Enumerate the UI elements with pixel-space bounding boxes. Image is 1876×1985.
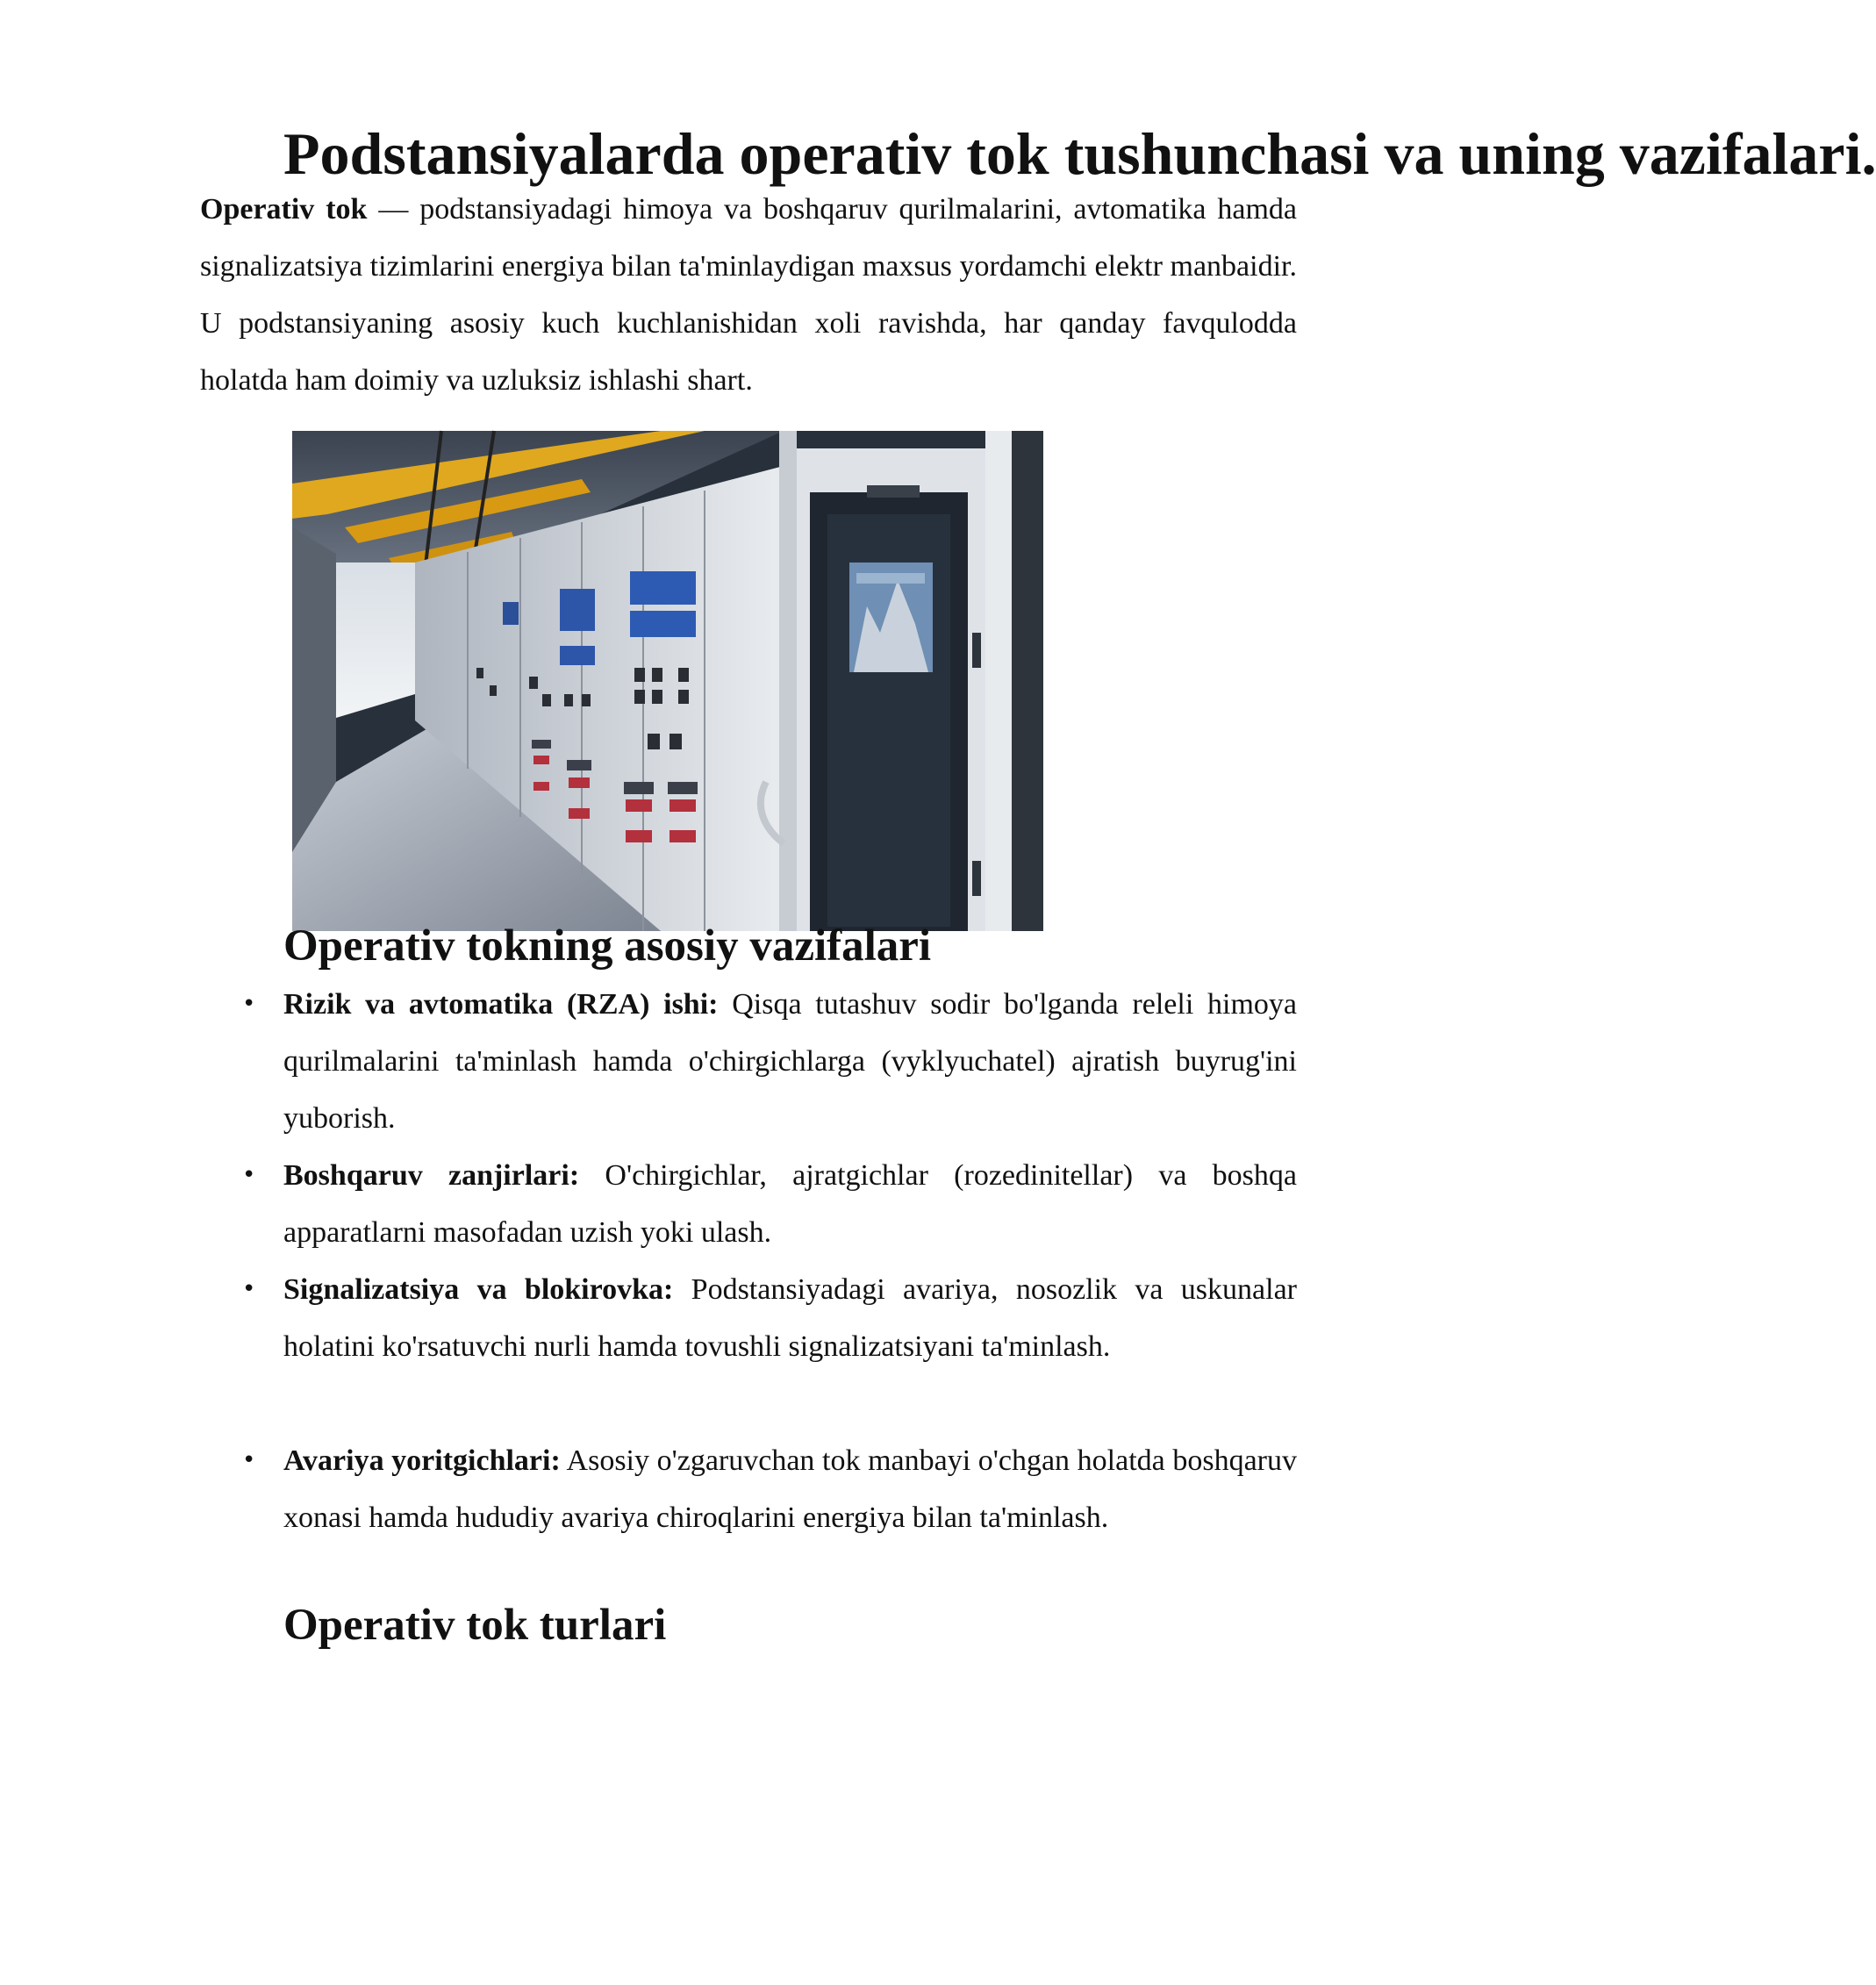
list-item-text: Podstansiyadagi avariya, nosozlik va uskunalar holatini ko'rsatuvchi nurli hamda tovushli signalizatsiyani ta'minlash. — [283, 1273, 1297, 1363]
list-item-term: Signalizatsiya va blokirovka: — [283, 1273, 674, 1306]
list-item — [242, 1432, 1297, 1603]
list-item-text: Asosiy o'zgaruvchan tok manbayi o'chgan holatda boshqaruv xonasi hamda hududiy avariya chiroqlarini energiya bilan ta'minlash. — [283, 1444, 1297, 1534]
list-item — [242, 1147, 1297, 1261]
bullet-icon: • — [242, 1447, 256, 1473]
substation-control-room-photo — [292, 431, 1043, 931]
list-item-term: Boshqaruv zanjirlari: — [283, 1159, 580, 1192]
functions-list — [242, 976, 1297, 1603]
intro-text: — podstansiyadagi himoya va boshqaruv qurilmalarini, avtomatika hamda signalizatsiya tizimlarini energiya bilan ta'minlaydigan maxsus yordamchi elektr manbaidir. U podstansiyaning asosiy kuch kuchlanishidan xoli ravishda, har qanday favqulodda holatda ham doimiy va uzluksiz ishlashi shart. — [200, 193, 1298, 397]
list-item — [242, 1261, 1297, 1432]
bullet-icon: • — [242, 1162, 256, 1188]
document-title: Podstansiyalarda operativ tok tushunchasi va uning vazifalari. — [283, 120, 1876, 187]
list-item-term: Rizik va avtomatika (RZA) ishi: — [283, 988, 719, 1021]
intro-paragraph — [200, 181, 1297, 409]
bullet-icon: • — [242, 991, 256, 1017]
bullet-icon: • — [242, 1276, 256, 1302]
list-item — [242, 976, 1297, 1147]
list-item-text: O'chirgichlar, ajratgichlar (rozedinitellar) va boshqa apparatlarni masofadan uzish yoki ulash. — [283, 1159, 1297, 1249]
types-heading: Operativ tok turlari — [283, 1601, 667, 1650]
list-item-term: Avariya yoritgichlari: — [283, 1444, 561, 1477]
intro-term: Operativ tok — [200, 193, 368, 226]
list-item-text: Qisqa tutashuv sodir bo'lganda releli himoya qurilmalarini ta'minlash hamda o'chirgichlarga (vyklyuchatel) ajratish buyrug'ini yuborish. — [283, 988, 1297, 1135]
functions-heading: Operativ tokning asosiy vazifalari — [283, 921, 932, 971]
